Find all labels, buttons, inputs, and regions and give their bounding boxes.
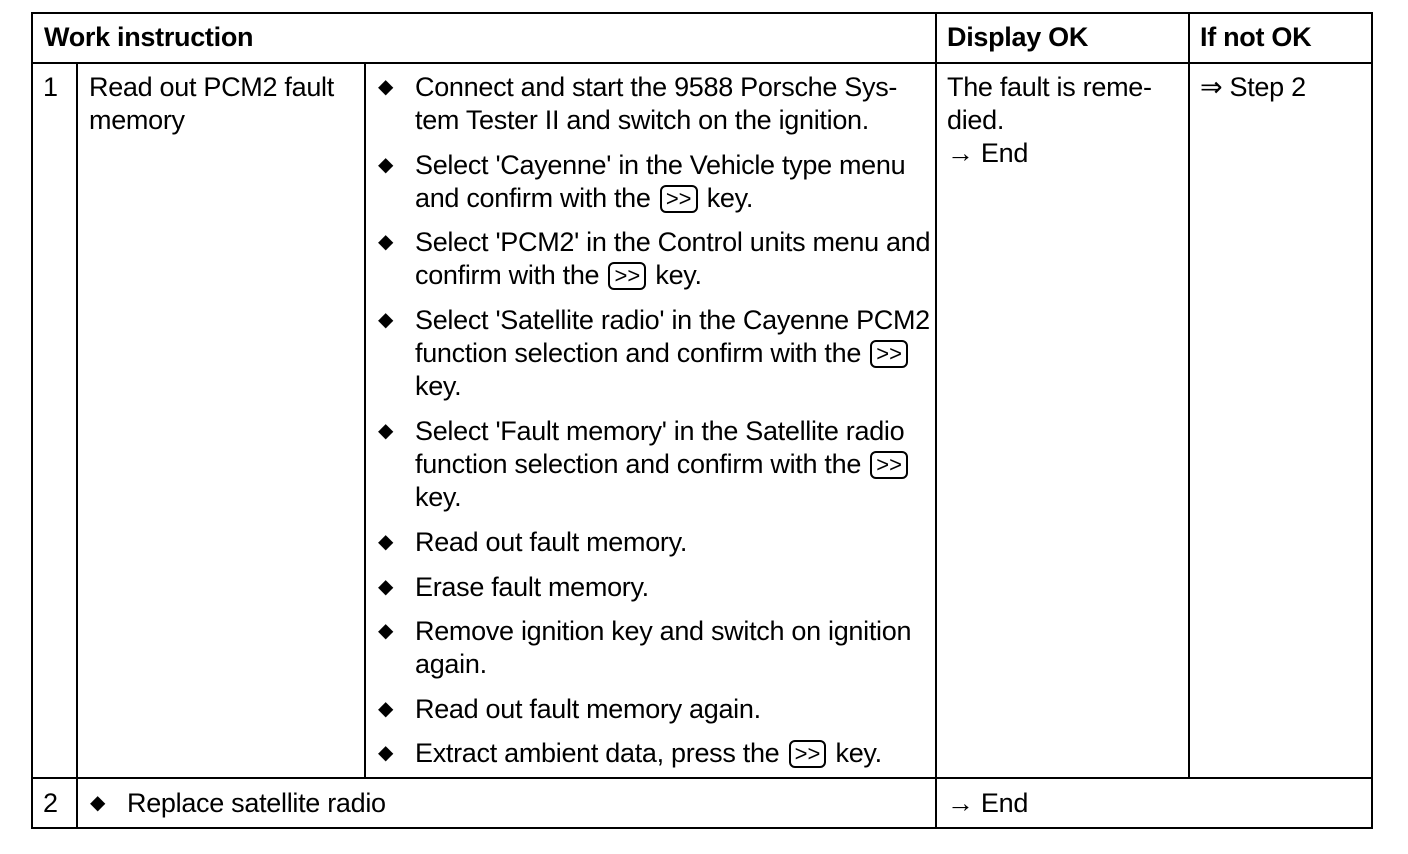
list-item-line: [415, 259, 702, 292]
forward-key-icon: >>: [870, 340, 908, 368]
bullet-diamond-icon: ◆: [378, 420, 394, 442]
bullet-diamond-icon: ◆: [90, 792, 106, 814]
step-1-title-line2: memory: [89, 105, 185, 135]
list-item-line: Replace satellite radio: [127, 788, 386, 818]
bullet-diamond-icon: ◆: [378, 531, 394, 553]
bullet-diamond-icon: ◆: [378, 76, 394, 98]
table-border-left: [31, 12, 33, 829]
list-item-text: function selection and confirm with the: [415, 338, 862, 368]
header-display-ok: Display OK: [947, 22, 1089, 52]
list-item-line: again.: [415, 649, 487, 679]
list-item-text: key.: [706, 183, 754, 213]
list-item-line: Select 'Satellite radio' in the Cayenne PCM2: [415, 305, 930, 335]
list-item-line: [415, 182, 753, 215]
table-border-bottom: [31, 827, 1373, 829]
header-divider: [31, 62, 1373, 64]
list-item-text: function selection and confirm with the: [415, 449, 862, 479]
list-item-line: [415, 337, 910, 370]
step-2-display-ok: → End: [947, 788, 1029, 818]
list-item-line: Select 'PCM2' in the Control units menu and: [415, 227, 931, 257]
column-divider-number: [76, 62, 78, 829]
list-item-text: confirm with the: [415, 260, 600, 290]
list-item-line: Read out fault memory.: [415, 527, 688, 557]
step-1-display-ok-line1: The fault is reme-: [947, 72, 1152, 102]
list-item-line: Read out fault memory again.: [415, 694, 761, 724]
list-item-text: key.: [655, 260, 702, 290]
table-border-top: [31, 12, 1373, 14]
step-1-display-ok-line2: died.: [947, 105, 1005, 135]
list-item-line: [415, 448, 910, 481]
bullet-diamond-icon: ◆: [378, 620, 394, 642]
bullet-diamond-icon: ◆: [378, 576, 394, 598]
bullet-diamond-icon: ◆: [378, 742, 394, 764]
list-item-line: Connect and start the 9588 Porsche Sys-: [415, 72, 898, 102]
list-item-text: Extract ambient data, press the: [415, 738, 780, 768]
list-item-line: key.: [415, 482, 462, 512]
list-item-text: and confirm with the: [415, 183, 651, 213]
step-number-2: 2: [43, 788, 58, 818]
header-if-not-ok: If not OK: [1200, 22, 1312, 52]
list-item-line: [415, 737, 882, 770]
bullet-diamond-icon: ◆: [378, 698, 394, 720]
column-divider-if-not-ok: [1188, 12, 1190, 779]
column-divider-title: [364, 62, 366, 779]
bullet-diamond-icon: ◆: [378, 309, 394, 331]
list-item-line: Remove ignition key and switch on ignition: [415, 616, 912, 646]
list-item-line: key.: [415, 371, 462, 401]
list-item-line: Erase fault memory.: [415, 572, 649, 602]
list-item-line: Select 'Fault memory' in the Satellite radio: [415, 416, 905, 446]
row-divider: [31, 777, 1373, 779]
list-item-text: key.: [835, 738, 882, 768]
table-border-right: [1371, 12, 1373, 829]
step-1-if-not-ok: ⇒ Step 2: [1200, 72, 1306, 102]
column-divider-display-ok: [935, 12, 937, 829]
step-number-1: 1: [43, 72, 58, 102]
forward-key-icon: >>: [608, 262, 646, 290]
bullet-diamond-icon: ◆: [378, 231, 394, 253]
bullet-diamond-icon: ◆: [378, 154, 394, 176]
forward-key-icon: >>: [660, 185, 698, 213]
header-work-instruction: Work instruction: [44, 22, 254, 52]
step-1-display-ok-end: → End: [947, 138, 1029, 168]
forward-key-icon: >>: [789, 740, 827, 768]
forward-key-icon: >>: [870, 451, 908, 479]
list-item-line: tem Tester II and switch on the ignition.: [415, 105, 869, 135]
list-item-line: Select 'Cayenne' in the Vehicle type menu: [415, 150, 906, 180]
step-1-title-line1: Read out PCM2 fault: [89, 72, 334, 102]
